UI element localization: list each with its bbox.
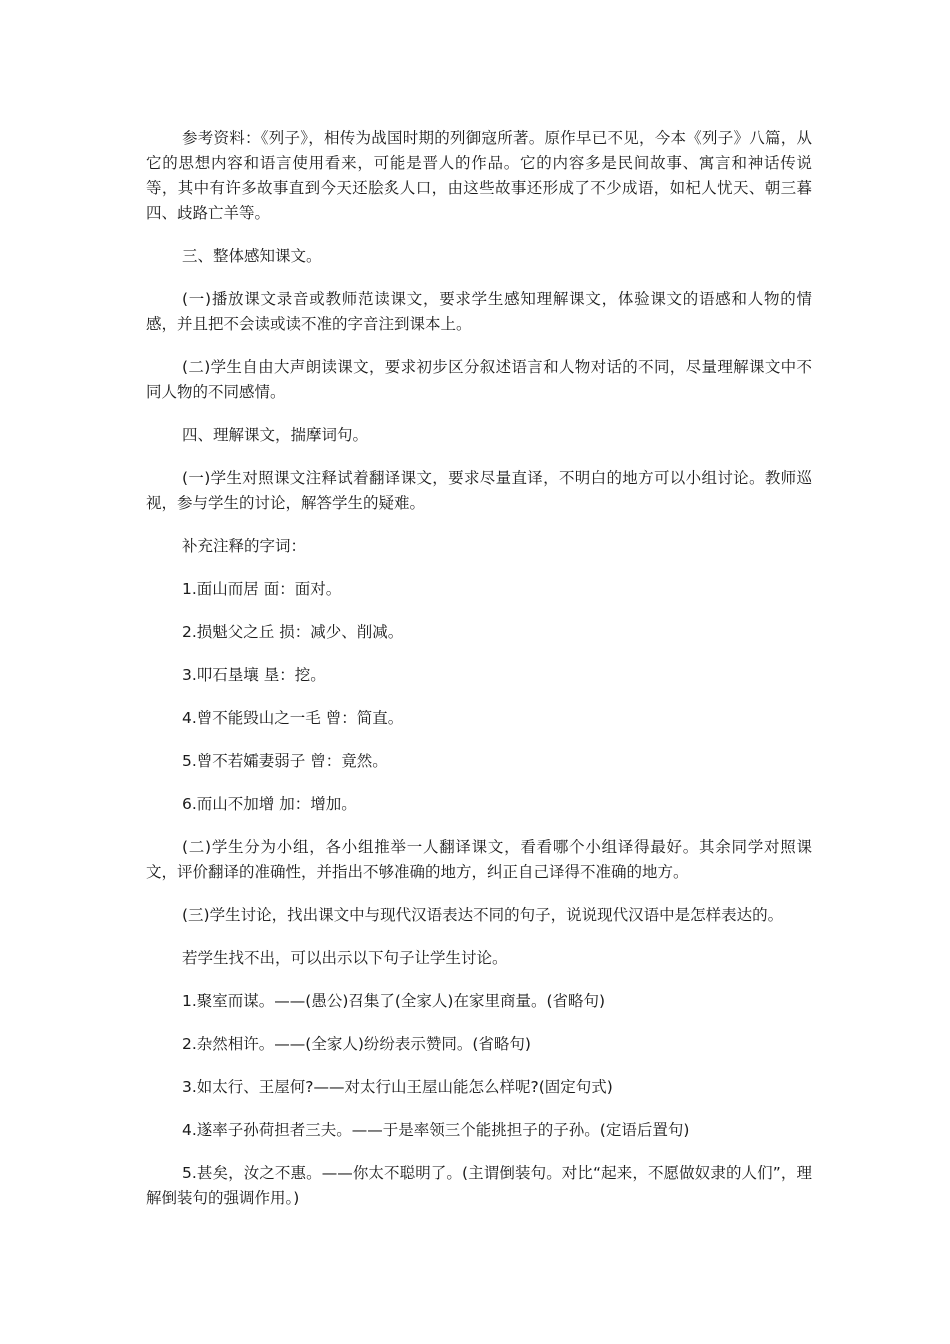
paragraph-reference-material: 参考资料：《列子》，相传为战国时期的列御寇所著。原作早已不见，今本《列子》八篇，从它的思想内容和语言使用看来，可能是晋人的作品。它的内容多是民间故事、寓言和神话传说等，其中有许多故事直到今天还脍炙人口，由这些故事还形成了不少成语，如杞人忧天、朝三暮四、歧路亡羊等。 [146,129,812,222]
note-item: 2.损魁父之丘 损：减少、削减。 [182,623,404,641]
note-item: 6.而山不加增 加：增加。 [182,795,357,813]
paragraph-step-2: (二)学生自由大声朗读课文，要求初步区分叙述语言和人物对话的不同，尽量理解课文中不同人物的不同感情。 [146,358,812,401]
subheading-supplementary-notes: 补充注释的字词： [182,537,307,555]
paragraph-translation-step-3: (三)学生讨论，找出课文中与现代汉语表达不同的句子，说说现代汉语中是怎样表达的。 [182,906,784,924]
note-item: 5.曾不若孀妻弱子 曾：竟然。 [182,752,388,770]
section-heading-three: 三、整体感知课文。 [182,247,322,265]
paragraph-discussion-intro: 若学生找不出，可以出示以下句子让学生讨论。 [182,949,508,967]
sentence-example: 1.聚室而谋。——(愚公)召集了(全家人)在家里商量。(省略句) [182,992,606,1010]
note-item: 1.面山而居 面：面对。 [182,580,342,598]
sentence-example: 5.甚矣，汝之不惠。——你太不聪明了。(主谓倒装句。对比“起来，不愿做奴隶的人们”，理解倒装句的强调作用。) [146,1164,812,1207]
paragraph-step-1: (一)播放课文录音或教师范读课文，要求学生感知理解课文，体验课文的语感和人物的情感，并且把不会读或读不准的字音注到课本上。 [146,290,812,333]
sentence-example: 3.如太行、王屋何?——对太行山王屋山能怎么样呢?(固定句式) [182,1078,613,1096]
sentence-example: 4.遂率子孙荷担者三夫。——于是率领三个能挑担子的子孙。(定语后置句) [182,1121,690,1139]
paragraph-translation-step-2: (二)学生分为小组，各小组推举一人翻译课文，看看哪个小组译得最好。其余同学对照课文，评价翻译的准确性，并指出不够准确的地方，纠正自己译得不准确的地方。 [146,838,812,881]
document-body [146,126,812,1229]
paragraph-translation-step-1: (一)学生对照课文注释试着翻译课文，要求尽量直译，不明白的地方可以小组讨论。教师巡视，参与学生的讨论，解答学生的疑难。 [146,469,812,512]
note-item: 3.叩石垦壤 垦：挖。 [182,666,326,684]
sentence-example: 2.杂然相许。——(全家人)纷纷表示赞同。(省略句) [182,1035,531,1053]
note-item: 4.曾不能毁山之一毛 曾：简直。 [182,709,404,727]
section-heading-four: 四、理解课文，揣摩词句。 [182,426,369,444]
